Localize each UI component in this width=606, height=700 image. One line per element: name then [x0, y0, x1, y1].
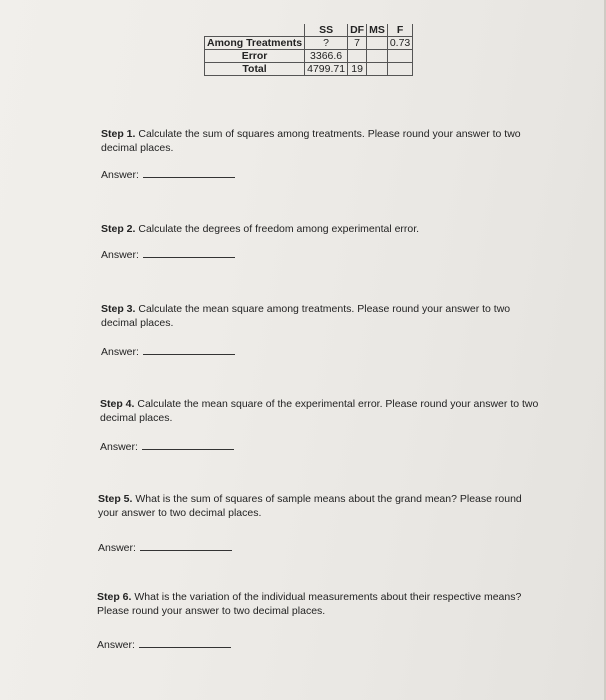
step-text: Calculate the degrees of freedom among experimental error. [138, 223, 420, 235]
answer-blank[interactable] [139, 637, 231, 648]
table-row [205, 50, 413, 63]
row-label: Among Treatments [205, 37, 305, 50]
step-3-question [101, 302, 541, 330]
step-number: Step 3. [101, 303, 136, 315]
cell-df: 19 [348, 63, 367, 76]
step-6-answer [97, 637, 231, 651]
cell-ms [367, 37, 388, 50]
row-label: Error [205, 50, 305, 63]
cell-f [387, 63, 412, 76]
step-number: Step 4. [100, 398, 135, 410]
answer-blank[interactable] [143, 167, 235, 178]
table-header-row [205, 24, 413, 37]
cell-ss: 3366.6 [305, 50, 348, 63]
step-5-question [98, 492, 538, 520]
table-row [205, 63, 413, 76]
answer-blank[interactable] [143, 247, 235, 258]
cell-df: 7 [348, 37, 367, 50]
table-row [205, 37, 413, 50]
answer-blank[interactable] [143, 344, 235, 355]
step-4-question [100, 397, 540, 425]
answer-label: Answer: [101, 249, 139, 261]
answer-blank[interactable] [140, 540, 232, 551]
answer-label: Answer: [97, 639, 135, 651]
header-df: DF [348, 24, 367, 37]
step-number: Step 1. [101, 128, 136, 140]
step-1-answer [101, 167, 235, 181]
step-text: Calculate the mean square of the experimental error. Please round your answer to two decimal places. [100, 398, 539, 424]
anova-table [204, 24, 413, 76]
cell-ss: ? [305, 37, 348, 50]
header-blank [205, 24, 305, 37]
cell-ms [367, 63, 388, 76]
cell-ms [367, 50, 388, 63]
step-5-answer [98, 540, 232, 554]
step-number: Step 2. [101, 223, 136, 235]
header-f: F [387, 24, 412, 37]
step-2-question [101, 222, 541, 236]
answer-label: Answer: [101, 169, 139, 181]
step-text: What is the variation of the individual measurements about their respective means? Please round your answer to two decimal places. [97, 591, 522, 617]
answer-label: Answer: [98, 542, 136, 554]
step-6-question [97, 590, 537, 618]
step-number: Step 5. [98, 493, 133, 505]
answer-label: Answer: [101, 346, 139, 358]
step-2-answer [101, 247, 235, 261]
step-text: Calculate the sum of squares among treatments. Please round your answer to two decimal places. [101, 128, 521, 154]
step-number: Step 6. [97, 591, 132, 603]
step-3-answer [101, 344, 235, 358]
header-ss: SS [305, 24, 348, 37]
step-1-question [101, 127, 541, 155]
step-text: What is the sum of squares of sample means about the grand mean? Please round your answer to two decimal places. [98, 493, 522, 519]
cell-ss: 4799.71 [305, 63, 348, 76]
header-ms: MS [367, 24, 388, 37]
step-text: Calculate the mean square among treatments. Please round your answer to two decimal places. [101, 303, 511, 329]
row-label: Total [205, 63, 305, 76]
step-4-answer [100, 439, 234, 453]
cell-df [348, 50, 367, 63]
answer-label: Answer: [100, 441, 138, 453]
cell-f [387, 50, 412, 63]
answer-blank[interactable] [142, 439, 234, 450]
cell-f: 0.73 [387, 37, 412, 50]
